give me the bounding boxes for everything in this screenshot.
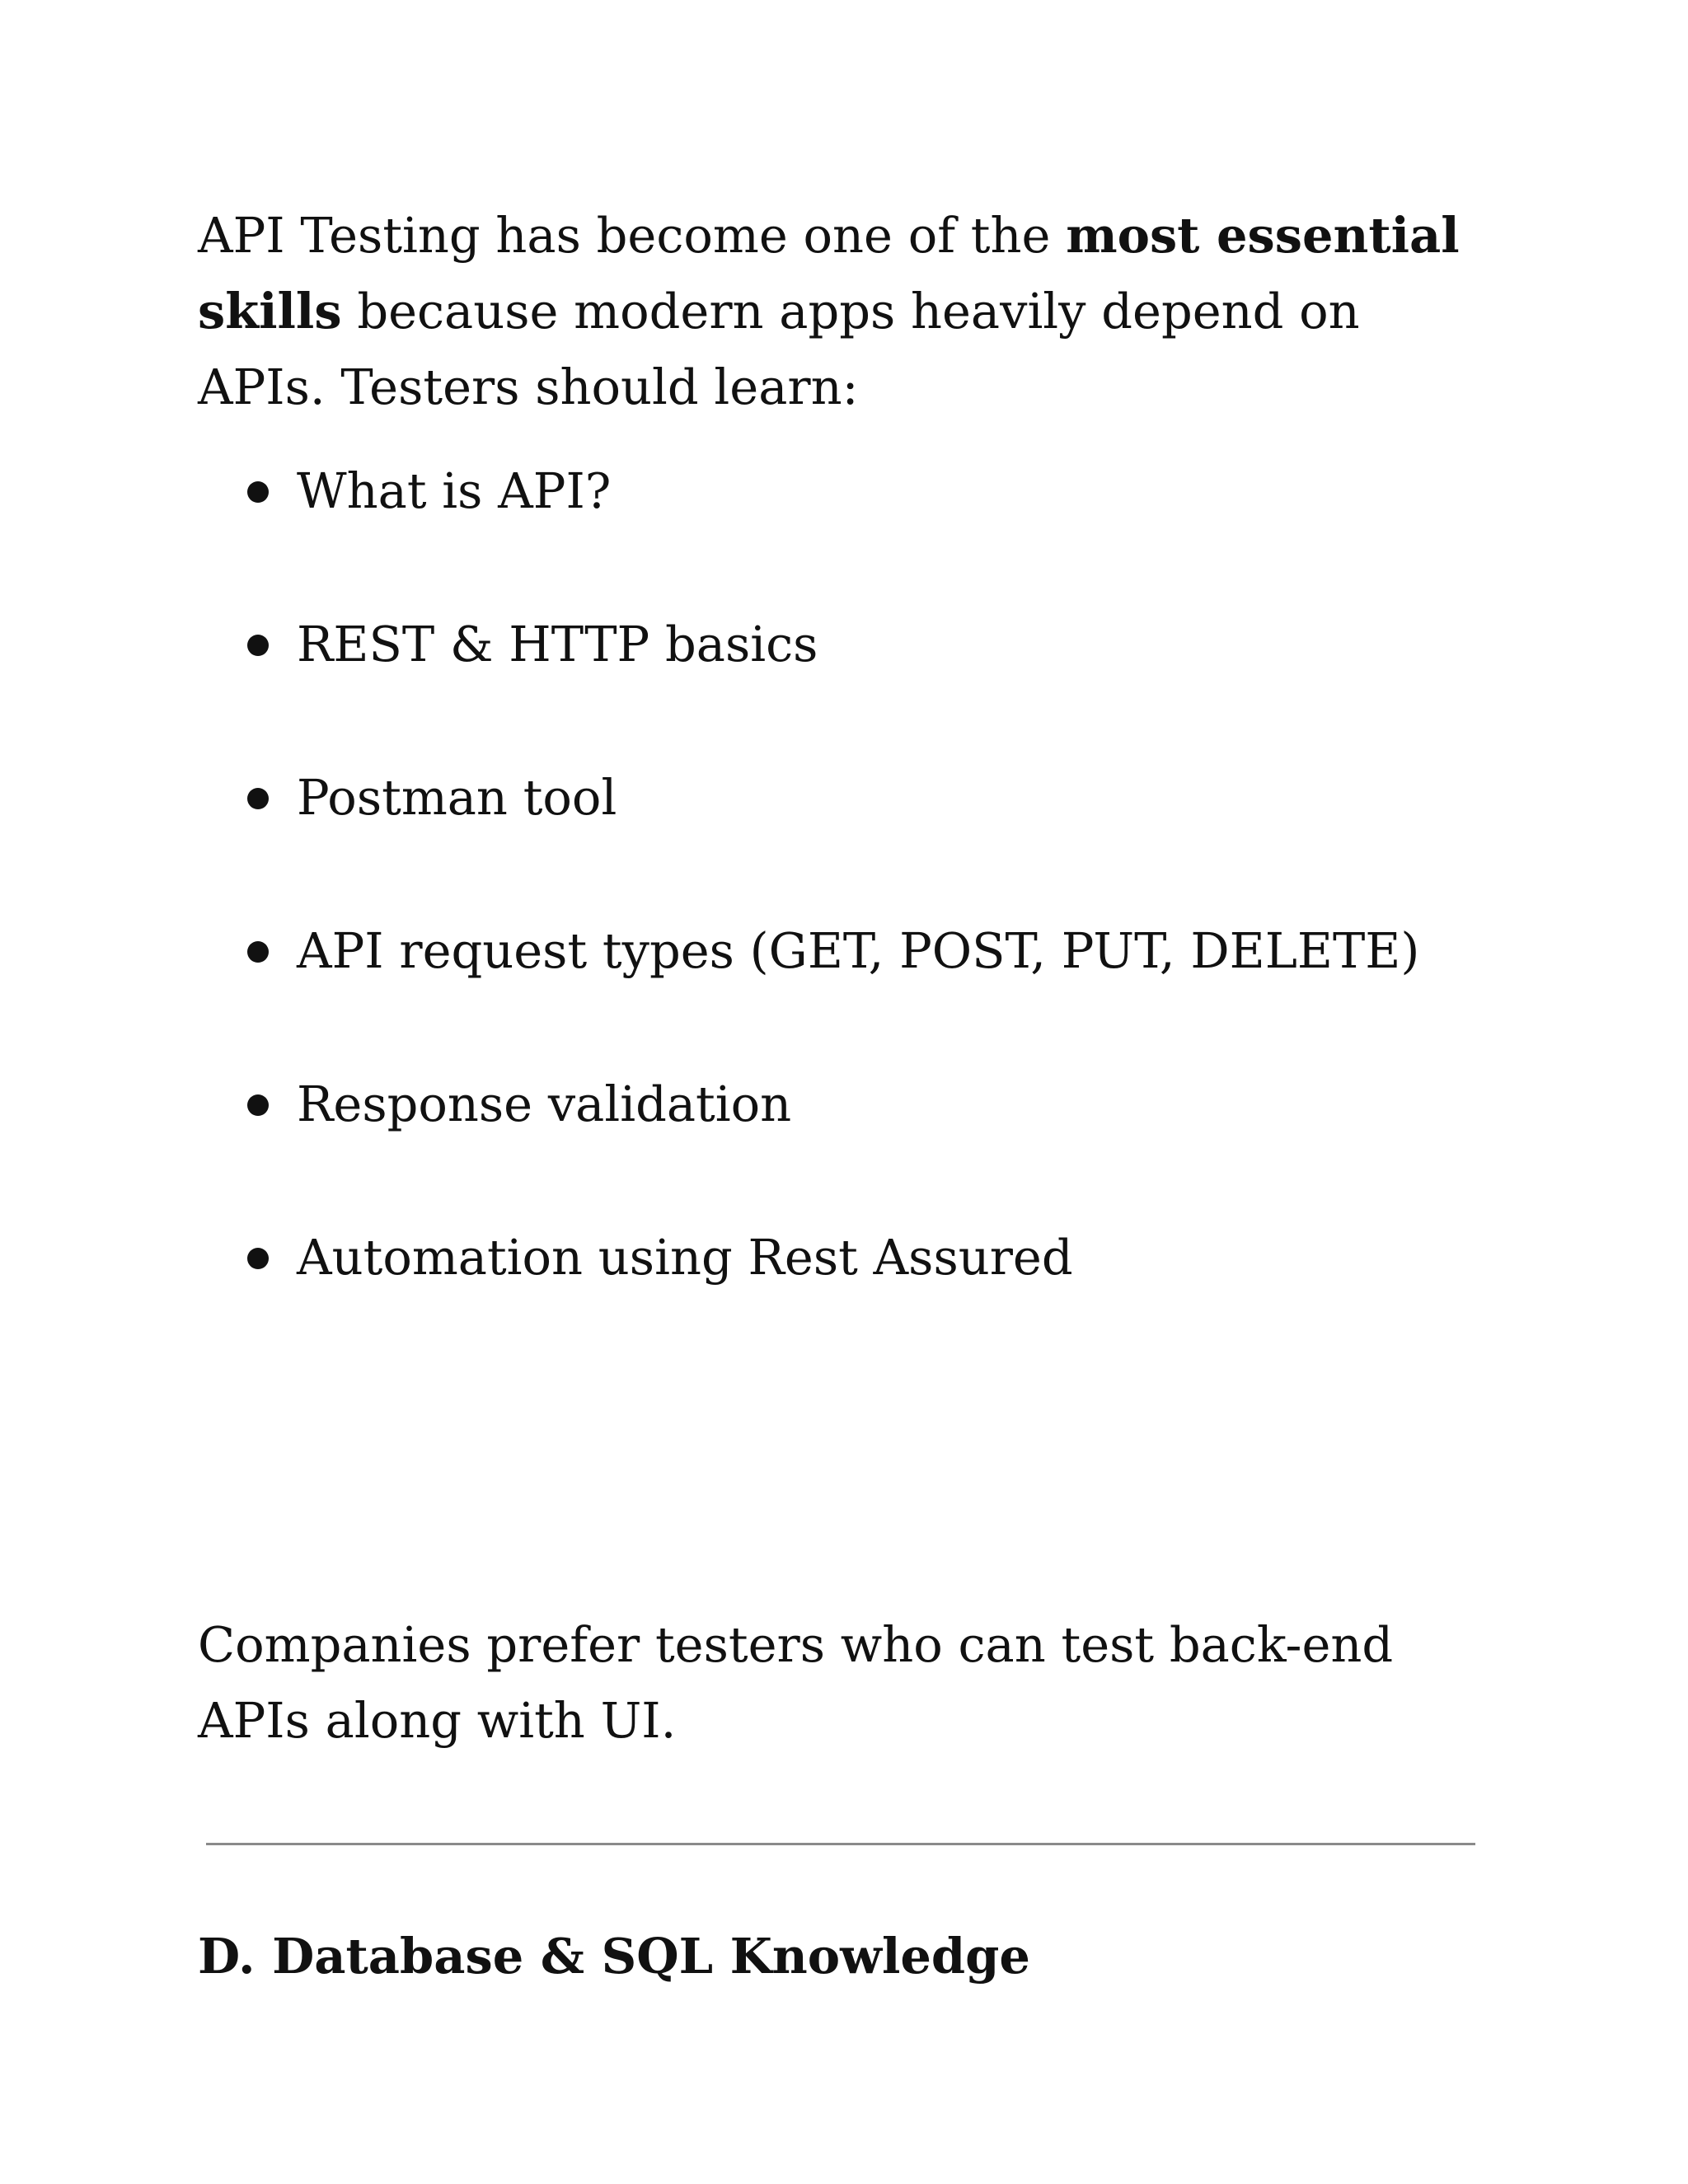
list-item xyxy=(247,453,1484,607)
bullet-icon xyxy=(247,1248,269,1269)
bullet-icon xyxy=(247,941,269,963)
bullet-icon xyxy=(247,1094,269,1116)
skills-list xyxy=(247,453,1484,1373)
list-item-text: Postman tool xyxy=(297,769,617,826)
list-item xyxy=(247,913,1484,1066)
list-item xyxy=(247,760,1484,913)
outro-paragraph: Companies prefer testers who can test back-end APIs along with UI. xyxy=(198,1616,1394,1749)
list-item-text: REST & HTTP basics xyxy=(297,616,818,673)
horizontal-divider xyxy=(206,1843,1475,1845)
bullet-icon xyxy=(247,635,269,656)
intro-text-end: because modern apps heavily depend on APIs. Testers should learn: xyxy=(198,283,1360,415)
list-item xyxy=(247,607,1484,760)
bullet-icon xyxy=(247,788,269,809)
list-item xyxy=(247,1220,1484,1373)
list-item xyxy=(247,1066,1484,1220)
intro-emphasis: most essential skills xyxy=(198,207,1460,340)
intro-paragraph xyxy=(198,198,1500,425)
section-heading: D. Database & SQL Knowledge xyxy=(198,1928,1030,1985)
intro-text-start: API Testing has become one of the xyxy=(198,207,1067,264)
list-item-text: Response validation xyxy=(297,1076,792,1132)
list-item-text: What is API? xyxy=(297,462,612,519)
list-item-text: Automation using Rest Assured xyxy=(297,1229,1073,1286)
bullet-icon xyxy=(247,481,269,503)
list-item-text: API request types (GET, POST, PUT, DELETE) xyxy=(297,922,1420,979)
document-page xyxy=(198,198,1500,1985)
